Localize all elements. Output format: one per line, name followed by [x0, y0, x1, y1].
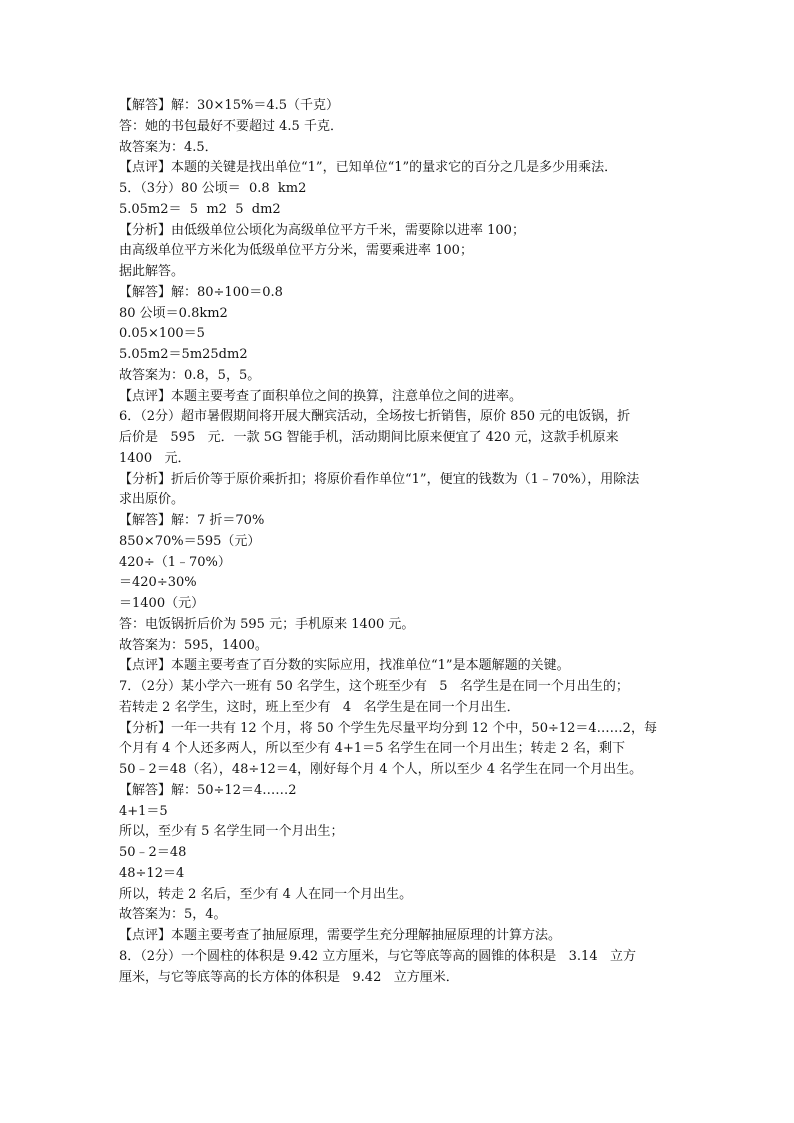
text-line: 个月有 4 个人还多两人，所以至少有 4+1＝5 名学生在同一个月出生；转走 2 名，剩下: [119, 741, 626, 757]
question-8-line-1: 8．（2分）一个圆柱的体积是 9.42 立方厘米，与它等底等高的圆锥的体积是 3.14 立方: [119, 948, 636, 964]
text-line: 故答案为：4.5．: [119, 139, 218, 155]
text-line: 48÷12＝4: [119, 865, 185, 881]
text-line: 所以，转走 2 名后，至少有 4 人在同一个月出生。: [119, 886, 413, 902]
text-line: 【解答】解：80÷100＝0.8: [119, 284, 283, 300]
text-line: 【解答】解：30×15%＝4.5（千克）: [119, 98, 340, 113]
question-6-line-2: 后价是 595 元．一款 5G 智能手机，活动期间比原来便宜了 420 元，这款手机原来: [119, 430, 619, 445]
question-6-line-1: 6．（2分）超市暑假期间将开展大酬宾活动，全场按七折销售，原价 850 元的电饭锅，折: [119, 409, 631, 425]
text-line: 4+1＝5: [119, 803, 168, 819]
document-page: [119, 96, 679, 988]
text-line: 故答案为：5，4。: [119, 907, 227, 923]
text-line: 故答案为：595，1400。: [119, 637, 268, 653]
text-line: 【解答】解：7 折＝70%: [119, 513, 265, 528]
text-line: 【点评】本题主要考查了百分数的实际应用，找准单位“1”是本题解题的关键。: [119, 658, 570, 674]
text-line: 【分析】一年一共有 12 个月，将 50 个学生先尽量平均分到 12 个中，50÷12＝4……2，每: [119, 720, 657, 736]
question-8-line-2: 厘米，与它等底等高的长方体的体积是 9.42 立方厘米．: [119, 969, 459, 985]
text-line: 420÷（1﹣70%）: [119, 554, 231, 570]
text-line: 由高级单位平方米化为低级单位平方分米，需要乘进率 100；: [119, 243, 473, 259]
text-line: 【分析】折后价等于原价乘折扣；将原价看作单位“1”，便宜的钱数为（1﹣70%），用除法: [119, 471, 640, 487]
text-line: ＝1400（元）: [119, 596, 205, 611]
text-line: 50﹣2＝48: [119, 845, 187, 860]
text-line: 答：她的书包最好不要超过 4.5 千克．: [119, 118, 343, 134]
text-line: 0.05×100＝5: [119, 326, 205, 342]
text-line: 50﹣2＝48（名），48÷12＝4，刚好每个月 4 个人，所以至少 4 名学生在同一个月出生。: [119, 762, 643, 777]
text-line: 【分析】由低级单位公顷化为高级单位平方千米，需要除以进率 100；: [119, 222, 525, 238]
text-line: 所以，至少有 5 名学生同一个月出生；: [119, 824, 344, 840]
question-7-line-2: 若转走 2 名学生，这时，班上至少有 4 名学生是在同一个月出生．: [119, 699, 520, 715]
question-6-line-3: 1400 元．: [119, 450, 191, 466]
text-line: 850×70%＝595（元）: [119, 533, 261, 549]
text-line: 答：电饭锅折后价为 595 元；手机原来 1400 元。: [119, 616, 415, 632]
question-7-line-1: 7．（2分）某小学六一班有 50 名学生，这个班至少有 5 名学生是在同一个月出生的；: [119, 679, 629, 694]
text-line: 【点评】本题主要考查了抽屉原理，需要学生充分理解抽屉原理的计算方法。: [119, 928, 562, 943]
text-line: 据此解答。: [119, 264, 185, 279]
text-line: 【解答】解：50÷12＝4……2: [119, 782, 297, 798]
text-line: 【点评】本题主要考查了面积单位之间的换算，注意单位之间的进率。: [119, 388, 523, 404]
text-line: 80 公顷＝0.8km2: [119, 305, 228, 321]
text-line: ＝420÷30%: [119, 575, 197, 591]
text-line: 故答案为：0.8，5，5。: [119, 367, 261, 383]
text-line: 5.05m2＝5m25dm2: [119, 347, 248, 362]
text-line: 【点评】本题的关键是找出单位“1”，已知单位“1”的量求它的百分之几是多少用乘法．: [119, 160, 618, 176]
question-5-line-1: 5．（3分）80 公顷＝ 0.8 km2: [119, 181, 307, 196]
question-5-line-2: 5.05m2＝ 5 m2 5 dm2: [119, 201, 281, 217]
text-line: 求出原价。: [119, 492, 185, 508]
